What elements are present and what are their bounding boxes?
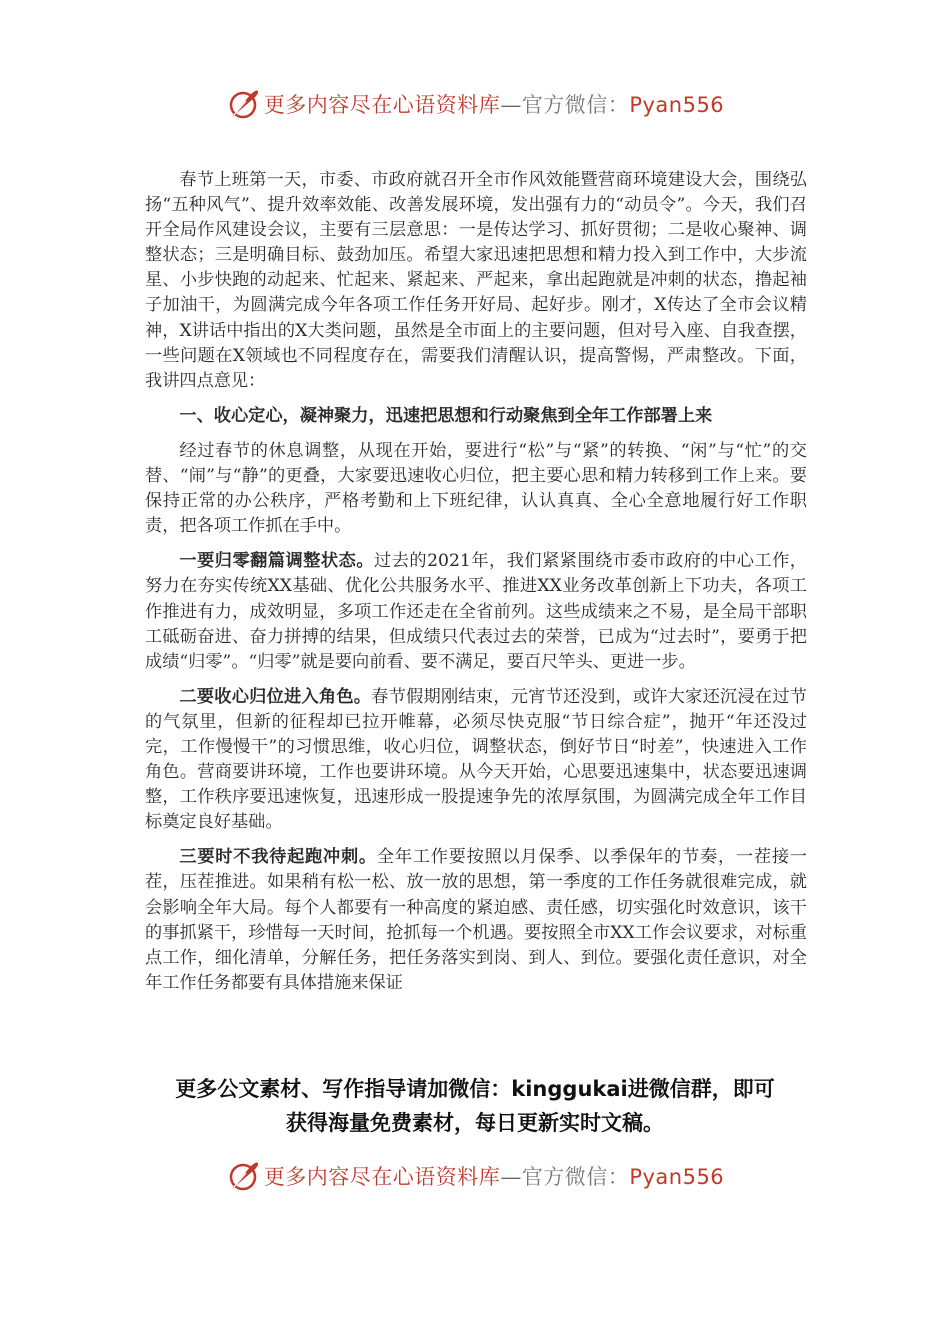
banner-text bbox=[264, 1161, 724, 1191]
banner-title: 更多内容尽在心语资料库 bbox=[263, 1165, 501, 1189]
banner-separator: — bbox=[500, 93, 522, 117]
point-2-text: 春节假期刚结束，元宵节还没到，或许大家还沉浸在过节的气氛里，但新的征程却已拉开帷幕，必须尽快克服“节日综合症”，抛开“年还没过完，工作慢慢干”的习惯思维，收心归位，调整状态，倒好节日“时差”，快速进入工作角色。营商要讲环境，工作也要讲环境。从今天开始，心思要迅速集中，状态要迅速调整，工作秩序要迅速恢复，迅速形成一股提速争先的浓厚氛围，为圆满完成全年工作目标奠定良好基础。 bbox=[145, 686, 807, 833]
banner-content bbox=[226, 87, 724, 121]
banner-wechat-id: Pyan556 bbox=[629, 1165, 725, 1189]
section-heading-1: 一、收心定心，凝神聚力，迅速把思想和行动聚焦到全年工作部署上来 bbox=[179, 405, 713, 426]
banner-content bbox=[226, 1159, 724, 1193]
point-3-text: 全年工作要按照以月保季、以季保年的节奏，一茬接一茬，压茬推进。如果稍有松一松、放一放的思想，第一季度的工作任务就很难完成，就会影响全年大局。每个人都要有一种高度的紧迫感、责任感，切实强化时效意识，该干的事抓紧干，珍惜每一天时间，抢抓每一个机遇。要按照全市XX工作会议要求，对标重点工作，细化清单，分解任务，把任务落实到岗、到人、到位。要强化责任意识，对全年工作任务都要有具体措施来保证 bbox=[145, 847, 807, 993]
point-2-lead: 二要收心归位进入角色。 bbox=[179, 686, 372, 707]
banner-text bbox=[264, 89, 724, 119]
promo-notice bbox=[120, 1072, 830, 1140]
banner-wechat-id: Pyan556 bbox=[629, 93, 725, 117]
banner-wechat-label: 官方微信： bbox=[521, 93, 630, 117]
intro-paragraph: 春节上班第一天，市委、市政府就召开全市作风效能暨营商环境建设大会，围绕弘扬“五种风气”、提升效率效能、改善发展环境，发出强有力的“动员令”。今天，我们召开全局作风建设会议，主要有三层意思：一是传达学习、抓好贯彻；二是收心聚神、调整状态；三是明确目标、鼓劲加压。希望大家迅速把思想和精力投入到工作中，大步流星、小步快跑的动起来、忙起来、紧起来、严起来，拿出起跑就是冲刺的状态，撸起袖子加油干，为圆满完成今年各项工作任务开好局、起好步。刚才，X传达了全市会议精神，X讲话中指出的X大类问题，虽然是全市面上的主要问题，但对号入座、自我查摆，一些问题在X领域也不同程度存在，需要我们清醒认识，提高警惕，严肃整改。下面，我讲四点意见： bbox=[145, 170, 807, 391]
top-watermark-banner bbox=[0, 84, 950, 124]
promo-line-2: 获得海量免费素材，每日更新实时文稿。 bbox=[286, 1111, 664, 1135]
banner-title: 更多内容尽在心语资料库 bbox=[263, 93, 501, 117]
bottom-watermark-banner bbox=[0, 1156, 950, 1196]
quill-pen-logo-icon bbox=[226, 1159, 260, 1193]
point-3-lead: 三要时不我待起跑冲刺。 bbox=[179, 847, 377, 868]
section-1-paragraph: 经过春节的休息调整，从现在开始，要进行“松”与“紧”的转换、“闲”与“忙”的交替、“闹”与“静”的更叠，大家要迅速收心归位，把主要心思和精力转移到工作上来。要保持正常的办公秩序，严格考勤和上下班纪律，认认真真、全心全意地履行好工作职责，把各项工作抓在手中。 bbox=[145, 440, 807, 537]
point-2-paragraph bbox=[145, 685, 807, 836]
document-body bbox=[145, 168, 807, 1006]
banner-wechat-label: 官方微信： bbox=[521, 1165, 630, 1189]
point-1-lead: 一要归零翻篇调整状态。 bbox=[179, 551, 375, 572]
banner-separator: — bbox=[500, 1165, 522, 1189]
point-3-paragraph bbox=[145, 845, 807, 996]
promo-line-1: 更多公文素材、写作指导请加微信：kinggukai进微信群，即可 bbox=[175, 1077, 775, 1101]
point-1-text: 过去的2021年，我们紧紧围绕市委市政府的中心工作，努力在夯实传统XX基础、优化公共服务水平、推进XX业务改革创新上下功夫，各项工作推进有力，成效明显，多项工作还走在全省前列。这些成绩来之不易，是全局干部职工砥砺奋进、奋力拼搏的结果，但成绩只代表过去的荣誉，已成为“过去时”，要勇于把成绩“归零”。“归零”就是要向前看、要不满足，要百尺竿头、更进一步。 bbox=[145, 551, 807, 672]
quill-pen-logo-icon bbox=[226, 87, 260, 121]
point-1-paragraph bbox=[145, 549, 807, 674]
